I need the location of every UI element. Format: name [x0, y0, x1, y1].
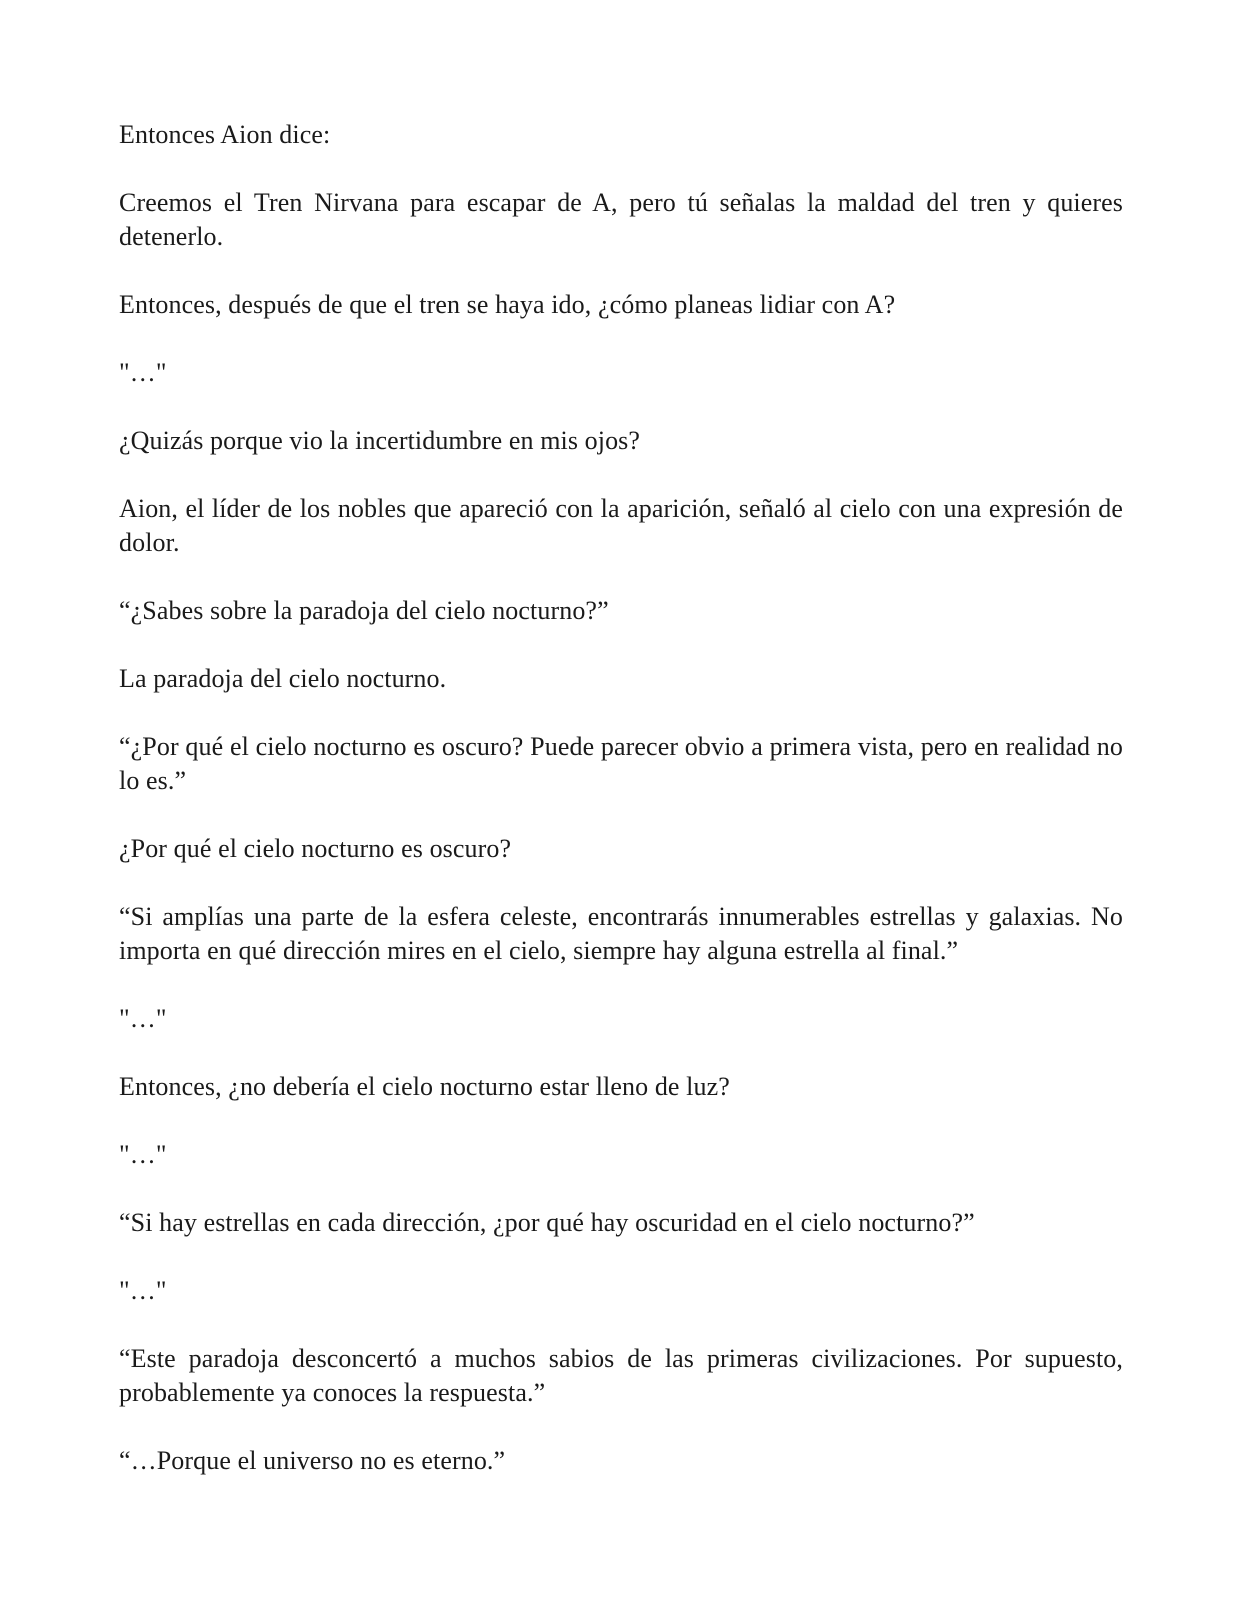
- paragraph: “Si hay estrellas en cada dirección, ¿por qué hay oscuridad en el cielo nocturno?”: [119, 1208, 975, 1237]
- paragraph: Entonces, ¿no debería el cielo nocturno estar lleno de luz?: [119, 1072, 730, 1101]
- paragraph: “Si amplías una parte de la esfera celeste, encontrarás innumerables estrellas y galaxias. No importa en qué dirección mires en el cielo, siempre hay alguna estrella al final.”: [119, 902, 1123, 965]
- paragraph: Entonces Aion dice:: [119, 120, 331, 149]
- paragraph: La paradoja del cielo nocturno.: [119, 664, 447, 693]
- paragraph: “¿Sabes sobre la paradoja del cielo nocturno?”: [119, 596, 609, 625]
- paragraph: Creemos el Tren Nirvana para escapar de A, pero tú señalas la maldad del tren y quieres detenerlo.: [119, 188, 1123, 251]
- paragraph: ¿Quizás porque vio la incertidumbre en mis ojos?: [119, 426, 641, 455]
- document-body: [119, 118, 1123, 1512]
- paragraph: ¿Por qué el cielo nocturno es oscuro?: [119, 834, 512, 863]
- paragraph: “…Porque el universo no es eterno.”: [119, 1446, 506, 1475]
- paragraph: "…": [119, 1140, 167, 1169]
- paragraph: "…": [119, 1004, 167, 1033]
- paragraph: "…": [119, 358, 167, 387]
- paragraph: “¿Por qué el cielo nocturno es oscuro? Puede parecer obvio a primera vista, pero en realidad no lo es.”: [119, 732, 1123, 795]
- paragraph: "…": [119, 1276, 167, 1305]
- paragraph: Aion, el líder de los nobles que apareció con la aparición, señaló al cielo con una expresión de dolor.: [119, 494, 1123, 557]
- paragraph: Entonces, después de que el tren se haya ido, ¿cómo planeas lidiar con A?: [119, 290, 896, 319]
- paragraph: “Este paradoja desconcertó a muchos sabios de las primeras civilizaciones. Por supuesto, probablemente ya conoces la respuesta.”: [119, 1344, 1123, 1407]
